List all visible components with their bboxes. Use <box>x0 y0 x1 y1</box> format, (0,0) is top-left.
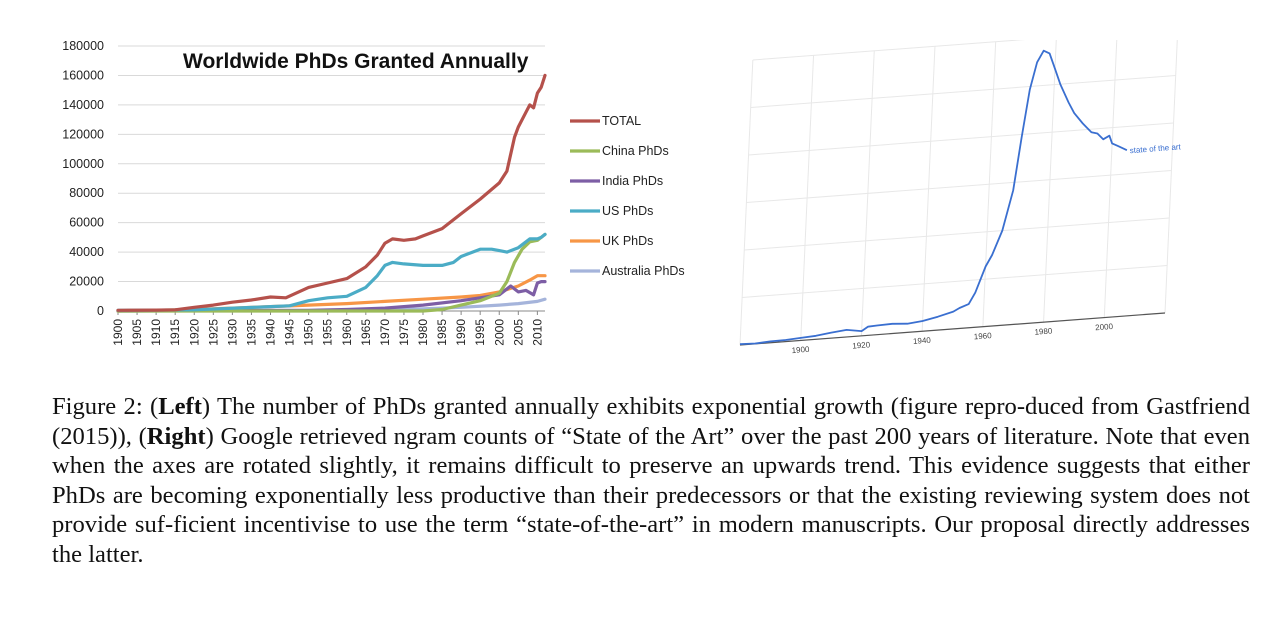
phd-line-chart <box>40 30 700 360</box>
x-tick-label: 1925 <box>206 319 221 346</box>
series-line-state-of-the-art <box>740 51 1127 344</box>
x-tick-label: 1940 <box>912 335 932 346</box>
x-tick-label: 1940 <box>263 319 278 346</box>
x-tick-label: 2000 <box>492 319 507 346</box>
x-tick-label: 1950 <box>301 319 316 346</box>
x-tick-label: 1955 <box>320 319 335 346</box>
h-gridline <box>753 40 1178 60</box>
h-gridline <box>744 218 1169 250</box>
legend-label: Australia PhDs <box>602 264 685 278</box>
y-tick-label: 20000 <box>69 274 104 289</box>
caption-left-bold: Left <box>158 393 202 420</box>
y-tick-label: 0 <box>97 304 104 318</box>
v-gridline <box>1104 40 1117 318</box>
x-tick-label: 1905 <box>130 319 145 346</box>
y-tick-label: 180000 <box>62 39 104 53</box>
x-tick-label: 1965 <box>358 319 373 346</box>
ngram-line-chart <box>725 40 1225 370</box>
legend-label: US PhDs <box>602 204 654 218</box>
caption-figure-label: Figure 2: ( <box>52 393 159 420</box>
series-label: state of the art <box>1129 142 1182 156</box>
legend-label: China PhDs <box>602 144 669 158</box>
h-gridline <box>751 76 1176 108</box>
figure-caption <box>52 392 1250 569</box>
caption-part2: ) Google retrieved ngram counts of “State of the Art” over the past 200 years of literature. Note that even when the axes are rotated slightly, it remains difficult to preserve an upwards trend. This evidence suggests that either PhDs are becoming exponentially less productive than their predecessors or that the existing reviewing system does not provide suf-ficient incentivise to use the term “state-of-the-art” in modern manuscripts. Our proposal directly addresses the latter. <box>52 422 1250 568</box>
y-tick-label: 160000 <box>62 68 104 83</box>
x-tick-label: 1980 <box>1034 326 1053 337</box>
x-tick-labels <box>791 322 1114 355</box>
y-tick-label: 120000 <box>62 127 104 142</box>
x-tick-label: 1970 <box>377 319 392 346</box>
x-tick-label: 2010 <box>530 319 545 346</box>
x-tick-label: 1975 <box>396 319 411 346</box>
x-tick-label: 1960 <box>339 319 354 346</box>
v-gridline <box>1165 40 1178 313</box>
legend <box>570 114 685 278</box>
caption-right-bold: Right <box>146 422 206 450</box>
y-tick-label: 80000 <box>69 186 104 201</box>
x-tick-labels <box>111 311 544 346</box>
x-tick-label: 1960 <box>973 331 992 342</box>
y-tick-label: 100000 <box>62 156 104 171</box>
x-tick-label: 1915 <box>168 319 183 346</box>
y-gridlines <box>118 46 545 311</box>
x-tick-label: 2000 <box>1094 321 1114 333</box>
x-tick-label: 1900 <box>791 344 810 356</box>
y-tick-labels <box>62 39 104 318</box>
rotated-gridlines <box>740 40 1178 345</box>
y-tick-label: 140000 <box>62 97 104 112</box>
legend-label: India PhDs <box>602 174 664 188</box>
caption-part1: ) The number of PhDs granted annually exhibits exponential growth (figure repro-duced from Gastfriend (2015)), ( <box>52 393 1251 450</box>
x-tick-label: 1930 <box>225 319 240 346</box>
series-lines <box>740 51 1127 344</box>
x-tick-label: 2005 <box>511 319 526 346</box>
x-tick-label: 1935 <box>244 319 259 346</box>
x-tick-label: 1900 <box>111 319 125 346</box>
legend-label: UK PhDs <box>602 234 654 248</box>
y-tick-label: 40000 <box>69 245 104 260</box>
chart-title: Worldwide PhDs Granted Annually <box>183 50 529 73</box>
legend-label: TOTAL <box>602 114 642 128</box>
x-tick-label: 1910 <box>149 319 164 346</box>
x-tick-label: 1980 <box>416 319 430 346</box>
x-tick-label: 1990 <box>454 319 469 346</box>
x-tick-label: 1995 <box>473 319 488 346</box>
x-tick-label: 1920 <box>852 340 871 351</box>
y-tick-label: 60000 <box>69 215 104 230</box>
series-line-china-phds <box>118 234 545 311</box>
x-tick-label: 1985 <box>435 319 450 346</box>
h-gridline <box>746 171 1171 203</box>
v-gridline <box>1044 40 1057 322</box>
x-tick-label: 1945 <box>282 319 297 346</box>
h-gridline <box>742 266 1167 298</box>
x-tick-label: 1920 <box>187 319 202 346</box>
